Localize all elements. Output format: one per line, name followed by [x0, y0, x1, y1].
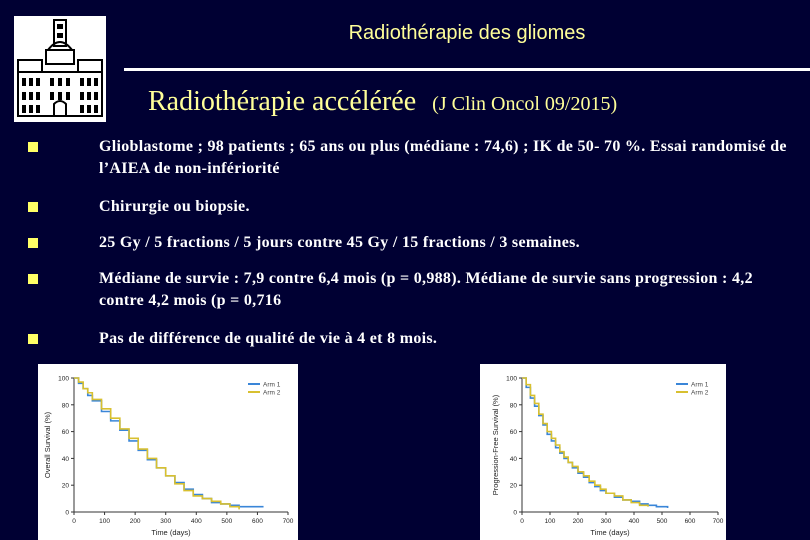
x-tick-label: 0 — [72, 518, 76, 525]
y-tick-label: 0 — [65, 509, 69, 517]
bullet-square-icon — [28, 142, 38, 152]
y-tick-label: 60 — [61, 429, 69, 437]
x-axis-label: Time (days) — [590, 528, 630, 537]
x-tick-label: 200 — [129, 518, 141, 525]
x-tick-label: 400 — [628, 518, 640, 525]
x-tick-label: 300 — [600, 518, 612, 525]
bullet-text: Glioblastome ; 98 patients ; 65 ans ou plus (médiane : 74,6) ; IK de 50- 70 %. Essai randomisé de l’AIEA de non-infériorité — [99, 138, 787, 177]
bullet-text: Chirurgie ou biopsie. — [99, 198, 250, 215]
legend-label-2: Arm 2 — [691, 389, 709, 397]
x-tick-label: 400 — [190, 518, 202, 525]
legend-label-1: Arm 1 — [263, 381, 281, 389]
y-tick-label: 60 — [509, 429, 517, 437]
legend-label-1: Arm 1 — [691, 381, 709, 389]
x-tick-label: 0 — [520, 518, 524, 525]
x-tick-label: 700 — [712, 518, 724, 525]
subtitle-main: Radiothérapie accélérée — [148, 86, 417, 117]
legend-label-2: Arm 2 — [263, 389, 281, 397]
series-line-1 — [74, 378, 264, 507]
bullet-text: Pas de différence de qualité de vie à 4 et 8 mois. — [99, 330, 438, 347]
overall-survival-chart — [38, 364, 298, 540]
y-tick-label: 20 — [61, 482, 69, 490]
bullet-square-icon — [28, 274, 38, 284]
y-tick-label: 100 — [58, 375, 69, 383]
header-divider — [124, 68, 810, 71]
progression-free-survival-chart — [480, 364, 726, 540]
institution-logo — [14, 16, 106, 122]
bullet-text: Médiane de survie : 7,9 contre 6,4 mois (p = 0,988). Médiane de survie sans progression : 4,2 contre 4,2 mois (p = 0,716 — [99, 270, 753, 309]
x-tick-label: 500 — [656, 518, 668, 525]
overall-survival-chart-svg — [38, 364, 298, 540]
bullet-square-icon — [28, 202, 38, 212]
y-tick-label: 0 — [513, 509, 517, 517]
y-axis-label: Overall Survival (%) — [43, 411, 52, 479]
x-tick-label: 300 — [160, 518, 172, 525]
subtitle-reference: (J Clin Oncol 09/2015) — [432, 93, 618, 115]
x-tick-label: 100 — [544, 518, 556, 525]
x-tick-label: 200 — [572, 518, 584, 525]
y-tick-label: 80 — [509, 402, 517, 410]
x-tick-label: 700 — [282, 518, 294, 525]
bullet-square-icon — [28, 334, 38, 344]
series-line-2 — [522, 378, 648, 507]
slide-header-title: Radiothérapie des gliomes — [348, 22, 586, 44]
slide-subtitle — [148, 86, 617, 118]
y-tick-label: 80 — [61, 402, 69, 410]
y-tick-label: 40 — [509, 455, 517, 463]
y-tick-label: 100 — [506, 375, 517, 383]
series-line-2 — [74, 378, 239, 509]
y-tick-label: 40 — [61, 455, 69, 463]
x-tick-label: 500 — [221, 518, 233, 525]
y-tick-label: 20 — [509, 482, 517, 490]
x-tick-label: 600 — [251, 518, 263, 525]
progression-free-survival-chart-svg — [480, 364, 726, 540]
bullet-text: 25 Gy / 5 fractions / 5 jours contre 45 Gy / 15 fractions / 3 semaines. — [99, 234, 580, 251]
x-tick-label: 600 — [684, 518, 696, 525]
bullet-square-icon — [28, 238, 38, 248]
series-line-1 — [522, 378, 668, 508]
building-logo-icon — [14, 16, 106, 122]
y-axis-label: Progression-Free Survival (%) — [491, 394, 500, 496]
x-axis-label: Time (days) — [151, 528, 191, 537]
x-tick-label: 100 — [99, 518, 111, 525]
